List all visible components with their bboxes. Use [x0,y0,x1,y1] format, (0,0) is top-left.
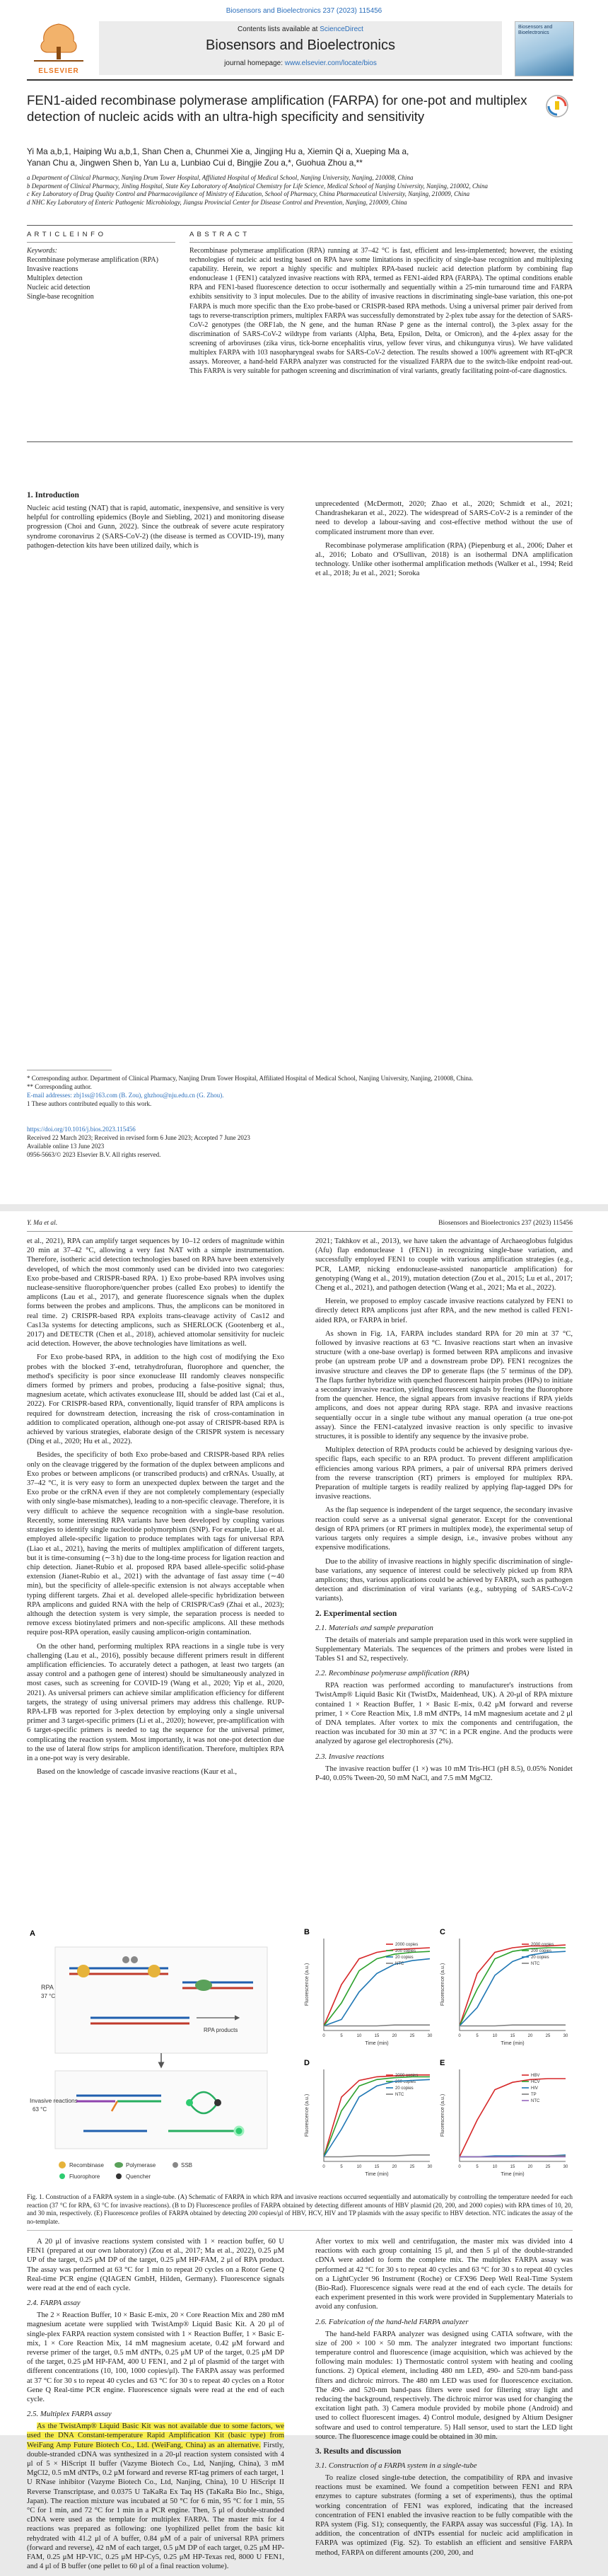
x-tick-label: 10 [356,2034,362,2038]
legend-label: NTC [531,1962,540,1966]
fluorescence-signal-icon [235,2127,243,2135]
x-tick-label: 5 [476,2165,479,2169]
series-line-ntc [460,2025,566,2026]
x-axis-label: Time (min) [501,2041,525,2046]
series-line-200-copies [324,2077,430,2156]
schematic-legend [59,2161,192,2180]
x-axis-label: Time (min) [501,2172,525,2177]
section-3-heading: 3. Results and discussion [315,2447,402,2456]
intro-left-column [27,485,284,555]
footnotes [27,1074,573,1108]
page2-right-column [315,1237,573,1787]
x-tick-label: 25 [409,2165,415,2169]
quencher-icon [116,2173,122,2179]
x-tick-label: 20 [527,2034,533,2038]
subsection-2-3: 2.3. Invasive reactions [315,1752,385,1761]
legend-label: HIV [531,2086,539,2091]
keywords-block [27,246,175,301]
series-line-200-copies [460,1948,566,2026]
recombinase-icon [77,1965,90,1977]
subsection-2-1: 2.1. Materials and sample preparation [315,1623,433,1632]
x-tick-label: 10 [492,2165,498,2169]
running-head-rule [27,1231,573,1232]
x-tick-label: 0 [322,2165,325,2169]
keyword: Invasive reactions [27,265,78,273]
page2-left-column [27,1237,284,1781]
running-head-right: Biosensors and Bioelectronics 237 (2023) 115456 [438,1220,573,1227]
rpa-temperature: 37 °C [41,1993,56,1999]
x-tick-label: 30 [427,2034,433,2038]
article-info-heading: A R T I C L E I N F O [27,231,104,238]
body-paragraph: The 2 × Reaction Buffer, 10 × Basic E-mix, 20 × Core Reaction Mix and 280 mM magnesium acetate were supplied with TwistAmp® Liquid Basic Kit. A 20 μl of single-plex FARPA reaction system consisted with 1 × Reaction Buffer, 1 × Basic E-mix, 1 × Core Reaction Mix, 14 mM magnesium acetate, 0.42 μM forward and reverse primer of the target, 0.5 mM dNTPs, 0.25 μM UP of the target, 0.25 μM DP of the target, 0.25 μM HP-FAM, 400 U FEN1, and 2 μl of plasmid of the target with different concentrations (10, 100, 1000 copies/μl). The FARPA assay was performed at 37 °C for 30 s to repeat 40 cycles and 63 °C for 30 s to repeat 40 cycles on a Rotor Gene Q Real-time PCR engine. Fluorescence signals were read at the end of each cycle. [27,2311,284,2404]
authors-line-2: Yanan Chu a, Jingwen Shen b, Yan Lu a, Lunbiao Cui d, Bingjie Zou a,*, Guohua Zhou a,** [27,158,363,168]
legend-label: 200 copies [395,1949,416,1953]
x-tick-label: 25 [545,2165,551,2169]
x-tick-label: 30 [563,2034,568,2038]
elsevier-logo [27,20,90,75]
body-paragraph: To realize closed single-tube detection, the compatibility of RPA and invasive reactions must be examined. We found a competition between FEN1 and RPA enzymes to capture substrates (forming a set of experiments), thus the optimal working concentration of FEN1 was explored, indicating that the increased concentration of FEN1 enabled the invasive reaction to be fully compatible with the RPA system (Fig. S1); consequently, the FARPA assay was successful (Fig. 1A). In addition, the concentration of dNTPs essential for nucleic acid amplification in FARPA was optimized (Fig. S2). To establish an efficient and sensitive FARPA method, FARPA on different amounts (200, 200, and [315,2474,573,2557]
page2-lower-left [27,2237,284,2576]
legend-polymerase: Polymerase [126,2162,156,2168]
x-tick-label: 25 [409,2034,415,2038]
x-tick-label: 30 [427,2165,433,2169]
elsevier-tree-icon [27,20,90,64]
fluorophore-icon [59,2173,65,2179]
body-paragraph: The hand-held FARPA analyzer was designed using CATIA software, with the size of 200 × 100 × 50 mm. The analyzer integrated two important functions: temperature control and fluorescence (image acquisition, which was achieved by the following main modules: 1) Thermostatic control system with heating and cooling functions. 2) Optical element, including 480 nm LED, 490- and 520-nm band-pass filters and dichroic mirrors. The 480 nm LED was used for fluorescence excitation. The 490- and 520-nm band-pass filters were used for filtering stray light and reducing the background, respectively. The dichroic mirror was used for changing the excitation light path. 3) Camera module provided by mobile phone (Android) and used to collect fluorescent images. 4) Control module, designed by Altium Designer software and used to control temperature. 5) Hall sensor, used to start the LED light source. The fluorescence image could be obtained in 30 min. [315,2330,573,2441]
homepage-link[interactable]: www.elsevier.com/locate/bios [284,59,377,67]
page2-lower-right [315,2237,573,2562]
polymerase-icon [115,2162,123,2168]
legend-label: NTC [395,2093,404,2097]
legend-label: 2000 copies [531,1943,554,1947]
check-updates-icon [544,93,570,119]
page-1 [0,0,608,1204]
legend-label: TP [531,2093,537,2097]
chart-axes [460,2069,566,2161]
corresponding-author-2: ** Corresponding author. [27,1083,92,1090]
series-line-2000-copies [460,1945,566,2026]
corresponding-author-1: * Corresponding author. Department of Clinical Pharmacy, Nanjing Drum Tower Hospital, Affiliated Hospital of Medical School, Nanjing University, Nanjing, 210008, China. [27,1075,474,1082]
body-paragraph: As the flap sequence is independent of the target sequence, the secondary invasive reaction could serve as a universal signal generator. Except for the conventional design of RPA primers (or RT primers in multiplex mode), the experimental setup of various targets only requires a simple design, i.e., invasive probes without any expensive modifications. [315,1506,573,1552]
x-tick-label: 10 [356,2165,362,2169]
x-tick-label: 20 [527,2165,533,2169]
x-tick-label: 15 [374,2034,380,2038]
figure-1a-schematic [27,1926,296,2188]
body-paragraph: Multiplex detection of RPA products could be achieved by designing various dye-specific flaps, each specific to an RPA product. To prevent different amplification efficiencies among various RPA primers, a pair of universal RPA primers derived from the reverse transcription (RT) primers is employed for multiplex RPA. Preparation of multiple targets is readily realized by applying flap-tagged DPs for invasive reactions. [315,1446,573,1501]
body-paragraph: 2021; Takhkov et al., 2013), we have taken the advantage of Archaeoglobus fulgidus (Afu) flap endonuclease 1 (FEN1) in recognizing single-base variation, and successfully employed FEN1 to couple with various amplification strategies (e.g., PCR, LAMP, nicking endonuclease-assisted nanoparticle amplification) for genotyping (Wang et al., 2019), mutation detection (Zou et al., 2015; Lu et al., 2017; Cheng et al., 2021), and pathogen detection (Wang et al., 2021; Ma et al., 2022). [315,1237,573,1293]
x-tick-label: 25 [545,2034,551,2038]
x-tick-label: 5 [476,2034,479,2038]
body-paragraph: After vortex to mix well and centrifugation, the master mix was divided into 4 reactions with each group containing 15 μl, and then 5 μl of the double-stranded cDNA were added to form the complete mix. The multiplex FARPA assay was performed at 42 °C for 30 s to repeat 40 cycles and 63 °C for 30 s to repeat 40 cycles on a LightCycler 96 Instrument (Roche) or CFX96 Deep Well Real-Time System (Bio-Rad). Fluorescence signals were read at the end of each cycle. The details for each experiment presented in this work were provided in Supplementary Materials to avoid any confusion. [315,2238,573,2311]
series-line-20-copies [324,1959,430,2026]
legend-label: 20 copies [395,2086,414,2091]
issn-copyright: 0956-5663/© 2023 Elsevier B.V. All rights reserved. [27,1151,161,1158]
subsection-2-5: 2.5. Multiplex FARPA assay [27,2410,112,2419]
homepage-line: journal homepage: www.elsevier.com/locate/bios [224,59,377,67]
x-tick-label: 10 [492,2034,498,2038]
email-addresses[interactable]: E-mail addresses: zbj1ss@163.com (B. Zou), ghzhou@nju.edu.cn (G. Zhou). [27,1092,224,1099]
authors-line-1: Yi Ma a,b,1, Haiping Wu a,b,1, Shan Chen a, Chunmei Xie a, Jingjing Hu a, Xiemin Qi a, Xueping Ma a, [27,146,409,156]
page-2 [0,1211,608,2571]
contents-line: Contents lists available at ScienceDirect [238,25,363,33]
series-line-20-copies [324,2079,430,2156]
subsection-2-2: 2.2. Recombinase polymerase amplification (RPA) [315,1669,469,1678]
legend-recombinase: Recombinase [69,2162,104,2168]
sciencedirect-link[interactable]: ScienceDirect [320,25,363,33]
fluorophore-icon [186,2099,193,2106]
invasive-stage-box [55,2071,267,2149]
legend-label: 200 copies [395,2080,416,2084]
legend-label: 200 copies [531,1949,552,1953]
body-paragraph: Due to the ability of invasive reactions in highly specific discrimination of single-base variations, any sequence of interest could be selectively picked up from RPA amplicons; thus, various applications could be achieved by FARPA, such as pathogen detection and discrimination of viral variants (e.g., subtyping of SARS-CoV-2 variants). [315,1557,573,1603]
body-paragraph: The details of materials and sample preparation used in this work were supplied in Supplementary Materials. The sequences of the primers and probes were listed in Tables S1 and S2, respectively. [315,1636,573,1663]
intro-heading: 1. Introduction [27,491,79,499]
subsection-2-4: 2.4. FARPA assay [27,2299,81,2308]
figure-1-caption: Fig. 1. Construction of a FARPA system in a single-tube. (A) Schematic of FARPA in which RPA and invasive reactions occurred sequentially and automatically by controlling the temperature needed for each reaction (37 °C for RPA, 63 °C for invasive reactions). (B to D) Fluorescence profiles of FARPA obtained by detecting different amounts of HBV plasmid (20, 200, and 2000 copies) with RPA times of 10, 20, and 30 min, respectively. (E) Fluorescence profiles of FARPA obtained by detecting 200 copies/μl of HBV, HCV, HIV and TP plasmids with the assay specific to HBV detection. NTC indicates the assay of the no-template. [27,2193,573,2225]
x-tick-label: 0 [458,2165,461,2169]
received-dates: Received 22 March 2023; Received in revised form 6 June 2023; Accepted 7 June 2023 [27,1134,250,1141]
body-paragraph: Based on the knowledge of cascade invasive reactions (Kaur et al., [37,1768,237,1777]
affiliations [27,174,571,207]
abstract-text: Recombinase polymerase amplification (RPA) running at 37–42 °C is fast, efficient and less-implemented; however, the existing technologies of nucleic acid testing based on RPA have some limitations in specificity of single-base recognition and multiplexing capability. Herein, we report a highly specific and multiplex RPA-based nucleic acid detection platform by combining flap endonuclease 1 (FEN1) catalyzed invasive reactions with RPA, termed as FEN1-aided RPA (FARPA). The optimal conditions enable RPA and FEN1-based fluorescence detection to occur isothermally and sequentially within a 25-min turnaround time and FARPA exhibits sensitivity to 3 input molecules. Due to the ability of invasive reactions in discriminating single-base variation, this one-pot FARPA is much more specific than the Exo probe-based or CRISPR-based RPA methods. Using a universal primer pair derived from tags to reverse-transcription primers, multiplex FARPA was successfully demonstrated by 2-plex tube assay for the detection of SARS-CoV-2 genotypes (the ORF1ab, the N gene, and the human RNase P gene as the internal control), the 3-plex assay for the discrimination of SARS-CoV-2 wildtype from variants (Alpha, Beta, Epsilon, Delta, or Omicron), and the 4-plex assay for the screening of arboviruses (zika virus, tick-borne encephalitis virus, yellow fever virus, and chikungunya virus). We have validated multiplex FARPA with 103 nasopharyngeal swabs for SARS-CoV-2 detection. The results showed a 100% agreement with RT-qPCR assays. Moreover, a hand-held FARPA analyzer was constructed for the visualized FARPA due to the switch-like endpoint read-out. This FARPA is very suitable for pathogen screening and discrimination of viral variants, greatly facilitating point-of-care diagnostics. [189,247,573,376]
x-axis-label: Time (min) [365,2172,389,2177]
x-tick-label: 20 [392,2165,397,2169]
rpa-label: RPA [41,1984,54,1991]
abstract-rule [189,242,573,243]
quencher-icon [214,2099,221,2106]
body-paragraph: As shown in Fig. 1A, FARPA includes standard RPA for 20 min at 37 °C, followed by invasive reactions at 63 °C. Invasive reactions start when an invasive structure (with a one-base overlap) is formed between RPA amplicons and invasive probe (an upstream probe UP and a downstream probe DP). FEN1 recognizes the invasive structure and cleaves the DP to generate flaps (the 5′ terminus of the DP). The flaps further hybridize with quenched fluorescent hairpin probes (HPs) to initiate a secondary invasive reaction, yielding fluorescent signals by freeing the fluorophore from the quencher. Hence, the signal appears from invasive reactions if RPA yields amplicons, and does not appear during RPA stage. RPA and invasive reactions sequentially occur in a single tube without any manual operation (a true one-pot assay). Since the FEN1-catalyzed invasive reaction is only specific to invasive structures, it is possible to identify any sequence by the invasive probe. [315,1329,573,1441]
abstract-heading: A B S T R A C T [189,231,248,238]
legend-fluorophore: Fluorophore [69,2173,100,2180]
affiliation-c: c Key Laboratory of Drug Quality Control and Pharmacovigilance of Ministry of Education, School of Pharmacy, China Pharmaceutical University, Nanjing, 210009, China [27,190,470,197]
series-line-hbv [460,2079,566,2157]
rpa-products-label: RPA products [204,2027,238,2033]
recombinase-icon [148,1965,160,1977]
polymerase-icon [195,1980,212,1991]
intro-paragraph-1-continued: unprecedented (McDermott, 2020; Zhao et al., 2020; Schmidt et al., 2021; Chandrashekaran et al., 2022). The widespread of SARS-CoV-2 is a reminder of the need to develop a labour-saving and cost-effective method without the use of complicated instrument more than ever. [315,500,573,536]
x-tick-label: 15 [510,2165,515,2169]
keyword: Nucleic acid detection [27,284,90,291]
section-2-heading: 2. Experimental section [315,1609,397,1618]
equal-contribution-note: 1 These authors contributed equally to this work. [27,1100,152,1107]
legend-label: NTC [395,1962,404,1966]
keyword: Single-base recognition [27,293,94,301]
body-paragraph: The invasive reaction buffer (1 ×) was 10 mM Tris-HCl (pH 8.5), 0.05% Nonidet P-40, 0.05% Tween-20, 50 mM NaCl, and 7.5 mM MgCl2. [315,1764,573,1782]
legend-ssb: SSB [181,2162,193,2168]
ssb-icon [173,2162,178,2168]
body-paragraph: Besides, the specificity of both Exo probe-based and CRISPR-based RPA relies only on the cleavage triggered by the formation of the duplex between amplicons and Exo probes or between amplicons (or transcribed products) and crRNAs. Usually, at 37–42 °C, it is very easy to form an unexpected duplex between the target and the Exo probe or the crRNA even if they are not completely complementary (especially with only single-base mismatches), leading to a non-specific cleavage. Therefore, it is very difficult to achieve the sequence recognition with a single-base resolution. Recently, some interesting RPA variants have been developed by coupling various strategies to identify single nucleotide polymorphism (SNP). For example, Liao et al. employed allele-specific ligation to produce templates with tags for universal RPA (Liao et al., 2021), having the merits of multiplex amplification of different targets, but it is time-consuming (∼3 h) due to the long-time process for ligation reaction and chip detection. Jianet-Rubio et al. proposed RPA based allele-specific solid-phase extension (Jianet-Rubio et al., 2021) with the advantage of fast assay time (∼40 min), but the specificity of allele-specific extension is not always acceptable when typing different targets. Zhai et al. developed allele-specific hybridization between RPA amplicons and guided RNA with the help of CRISPR/Cas9 (Zhai et al., 2023); although the detection system is very simple, the separation process is needed to remove excess biotinylated primers and non-specific amplicons. All these methods require post-RPA operation, easily causing amplicon-origin contamination. [27,1451,284,1637]
affiliation-d: d NHC Key Laboratory of Enteric Pathogenic Microbiology, Jiangsu Provincial Center for Disease Control and Prevention, Nanjing, 210009, China [27,198,407,206]
keyword: Recombinase polymerase amplification (RPA) [27,256,158,264]
legend-label: 20 copies [395,1956,414,1960]
journal-cover-thumbnail: Biosensors and Bioelectronics [515,21,574,76]
ssb-icon [131,1956,138,1963]
body-paragraph: Herein, we proposed to employ cascade invasive reactions catalyzed by FEN1 to directly detect RPA amplicons just after RPA, and the new method is called FEN1-aided RPA, or FARPA in brief. [315,1298,573,1324]
panel-label-c: C [440,1928,445,1936]
legend-label: 20 copies [531,1956,549,1960]
author-list [27,146,571,168]
series-line-2000-copies [324,1948,430,2026]
publisher-name: ELSEVIER [38,67,79,75]
y-axis-label: Fluorescence (a.u.) [305,2093,310,2137]
series-line-ntc [324,2155,430,2157]
body-paragraph: et al., 2021), RPA can amplify target sequences by 10–12 orders of magnitude within 20 min at 37–42 °C, allowing a very fast NAT with a simple instrumentation. Therefore, isotheric acid detection technologies based on RPA have been extensively developed, of which the most commonly used can be divided into two categories: Exo probe-based and CRISPR-based RPA. 1) Exo probe-based RPA involves using nuclease-sensitive fluorophore/quencher probes (called Exo probes) to identify the amplicons (Lau et al., 2017), and generate fluorescence signals when the duplex forms between the probes and amplicons. Thus, the amplicons can be monitored in real time. 2) CRISPR-based RPA exploits trans-cleavage activity of Cas12 and Cas13a systems for detecting amplicons, such as SHERLOCK (Gootenberg et al., 2017) and DETECTR (Chen et al., 2018), achieved attomolar sensitivity for nucleic acid detection. However, the above technologies have limitations as well. [27,1237,284,1348]
affiliation-rule [27,225,573,226]
figure-1 [27,1926,573,2188]
legend-label: HBV [531,2074,540,2078]
body-paragraph: On the other hand, performing multiplex RPA reactions in a single tube is very challenging (Lau et al., 2016), possibly because different primers result in different amplification efficiencies. To accurately detect a pathogen, at least two targets (an assay control and a pathogen gene of interest) should be simultaneously analyzed in most cases, such as screening for COVID-19 (Wang et al., 2020; Yip et al., 2020, 2021). As universal primers can achieve similar amplification efficiency for different targets, the strategy of using universal primers may address this challenge. RUP-RPA-LFB was reported for 3-plex detection by employing only a single universal primer and 3 target-specific primers (Li et al., 2020); however, pre-amplification with 6 target-specific primers is needed to tag the sequence for the universal primer, complicating the reaction system. Most importantly, it was not one-pot detection due to the use of lateral flow strips for amplicon identification. Therefore, multiplex RPA in a one-pot way is very desirable. [27,1642,284,1762]
journal-cite-link[interactable]: Biosensors and Bioelectronics 237 (2023) 115456 [226,7,382,15]
legend-quencher: Quencher [126,2173,151,2180]
article-title: FEN1-aided recombinase polymerase amplification (FARPA) for one-pot and multiplex detection of nucleic acids with an ultra-high specificity and sensitivity [27,93,527,124]
available-online: Available online 13 June 2023 [27,1143,105,1150]
intro-paragraph-2: Recombinase polymerase amplification (RPA) (Piepenburg et al., 2006; Daher et al., 2016; Lobato and O'Sullivan, 2018) is an isothermal DNA amplification technology. Unlike other isothermal amplification methods (Walker et al., 1994; Reid et al., 2018; Ju et al., 2021; Soroka [315,541,573,578]
body-paragraph: RPA reaction was performed according to manufacturer's instructions from TwistAmp® Liquid Basic Kit (TwistDx, Maidenhead, UK). A 20-μl of RPA mixture contained 1 × Reaction Buffer, 1 × Basic E-mix, 0.42 μM forward and reverse primer, 1 × Core Reaction Mix, 1.8 mM dNTPs, 14 mM magnesium acetate and 2 μl of DNA templates. After vortex to mix the components and centrifugation, the reaction was incubated for 30 min at 37 °C in a PCR engine. And the products were analyzed by agarose gel electrophoresis (2%). [315,1682,573,1746]
series-line-ntc [324,2025,430,2026]
panel-label-a: A [30,1929,35,1938]
check-for-updates-badge[interactable] [544,93,573,122]
ssb-icon [122,1956,129,1963]
intro-right-column [315,499,573,583]
journal-header-band [99,21,502,75]
y-axis-label: Fluorescence (a.u.) [305,1963,310,2006]
legend-label: 2000 copies [395,1943,419,1947]
x-tick-label: 15 [510,2034,515,2038]
legend-label: 2000 copies [395,2074,419,2078]
rpa-stage-box [55,1947,267,2053]
x-tick-label: 15 [374,2165,380,2169]
keyword: Multiplex detection [27,275,83,282]
invasive-label: Invasive reactions [30,2097,78,2104]
x-axis-label: Time (min) [365,2041,389,2046]
doi-link[interactable]: https://doi.org/10.1016/j.bios.2023.115456 [27,1126,136,1133]
panel-label-b: B [304,1928,310,1936]
figure-1-charts [303,1926,573,2188]
invasive-temperature: 63 °C [33,2106,47,2113]
body-paragraph: For Exo probe-based RPA, in addition to the high cost of modifying the Exo probes with the blocked 3′-end, tetrahydrofuran, fluorophore and quencher, the method's specificity is poor since exonuclease III randomly cleaves nonspecific dimers formed by primers and probes, producing a false-positive signal; thus, magnesium acetate, which activates exonuclease III, should be added last (Cai et al., 2022). For CRISPR-based RPA, conventionally, liquid transfer of RPA amplicons is required for downstream detection, increasing the risk of cross-contamination in addition to complicated operation, although one-pot assay of CRISPR-based RPA is achieved by various strategies, elaborate design of the CRISPR system is necessary (Ding et al., 2020; Hu et al., 2022). [27,1353,284,1446]
body-text: Firstly, double-stranded cDNA was synthesized in a 20-μl reaction system consisted with 4 μl of 5 × HiScript II buffer (Vazyme Biotech Co., Ltd, Nanjing, China), 3 mM MgCl2, 0.5 mM dNTPs, 0.2 μM forward and reverse RT-tag primers of each target, 1 U RNase inhibitor (Vazyme Biotech Co., Ltd, Nanjing, China), 10 U HiScript II Reverse Transcriptase, and 0.0375 U TaKaRa Ex Taq HS (TaKaRa Bio Inc., Shiga, Japan). The reaction mixture was incubated at 50 °C for 6 min, 95 °C for 1 min, 55 °C for 1 min, and 72 °C for 1 min in a PCR engine. Then, 5 μl of double-stranded cDNA were used as the template for multiplex FARPA. The master mix for 4 reactions was prepared as following: one lyophilized pellet from the basic kit rehydrated with 41.2 μl of A buffer, 0.84 μM of a pair of universal RPA primers (forward and reverse), 42 nM of each target, 0.5 μM DP of each target, 0.25 μM HP-FAM, 0.25 μM HP-VIC, 0.25 μM HP-Cy5, 0.25 μM HP-Texas red, 8000 U FEN1, and 4 μl of B buffer (one pellet to 60 μl of a final reaction volume). [27,2441,284,2571]
affiliation-b: b Department of Clinical Pharmacy, Jinling Hospital, State Key Laboratory of Analytical Chemistry for Life Science, Medical School of Nanjing University, Nanjing, 210002, China [27,182,489,190]
article-meta [27,1125,573,1159]
panel-label-e: E [440,2059,445,2067]
running-head-left: Y. Ma et al. [27,1220,58,1227]
body-paragraph: A 20 μl of invasive reactions system consisted with 1 × reaction buffer, 60 U FEN1 (prepared at our own laboratory) (Zou et al., 2017; Ma et al., 2022), 0.25 μM UP of the target, 0.25 μM DP of the target, 0.25 μM HP-FAM, 2 μl of RPA product. The assay was performed at 63 °C for 1 min to repeat 20 cycles on a Rotor Gene Q Real-time PCR engine (QIAGEN GmbH, Hilden, Germany). Fluorescence signals were read at the end of each cycle. [27,2238,284,2293]
y-axis-label: Fluorescence (a.u.) [440,2093,445,2137]
x-tick-label: 0 [322,2034,325,2038]
highlighted-text: As the TwistAmp® Liquid Basic Kit was not available due to some factors, we used the DNA Constant-temperature Rapid Amplification Kit (basic type) from WeiFang Amp Future Biotech Co., Ltd. (WeiFang, China) as an alternative. [27,2422,284,2449]
x-tick-label: 20 [392,2034,397,2038]
series-line-20-copies [460,1951,566,2026]
legend-label: HCV [531,2080,540,2084]
subsection-2-6: 2.6. Fabrication of the hand-held FARPA analyzer [315,2317,469,2326]
caption-rule [27,2230,573,2231]
x-tick-label: 0 [458,2034,461,2038]
panel-label-d: D [304,2059,310,2067]
abstract-bottom-rule [27,441,573,442]
article-info-rule [27,242,175,243]
x-tick-label: 30 [563,2165,568,2169]
header-rule [27,79,573,81]
keywords-heading: Keywords: [27,247,57,255]
subsection-3-1: 3.1. Construction of a FARPA system in a single-tube [315,2461,477,2471]
x-tick-label: 5 [340,2165,343,2169]
affiliation-a: a Department of Clinical Pharmacy, Nanjing Drum Tower Hospital, Affiliated Hospital of Medical School, Nanjing University, Nanjing, 210008, China [27,174,414,181]
legend-label: NTC [531,2099,540,2103]
intro-paragraph-1: Nucleic acid testing (NAT) that is rapid, automatic, inexpensive, and sensitive is very helpful for controlling epidemics (Boyle and Siebling, 2021) and monitoring disease progression (Choi and Gunn, 2022). Since the outbreak of severe acute respiratory syndrome coronavirus 2 (SARS-CoV-2) (the disease is termed as COVID-19), many pathogen-detection kits have been utilized daily, which is [27,504,284,550]
recombinase-icon [59,2161,66,2168]
journal-title: Biosensors and Bioelectronics [206,37,395,53]
y-axis-label: Fluorescence (a.u.) [440,1963,445,2006]
journal-citation [0,7,608,15]
x-tick-label: 5 [340,2034,343,2038]
